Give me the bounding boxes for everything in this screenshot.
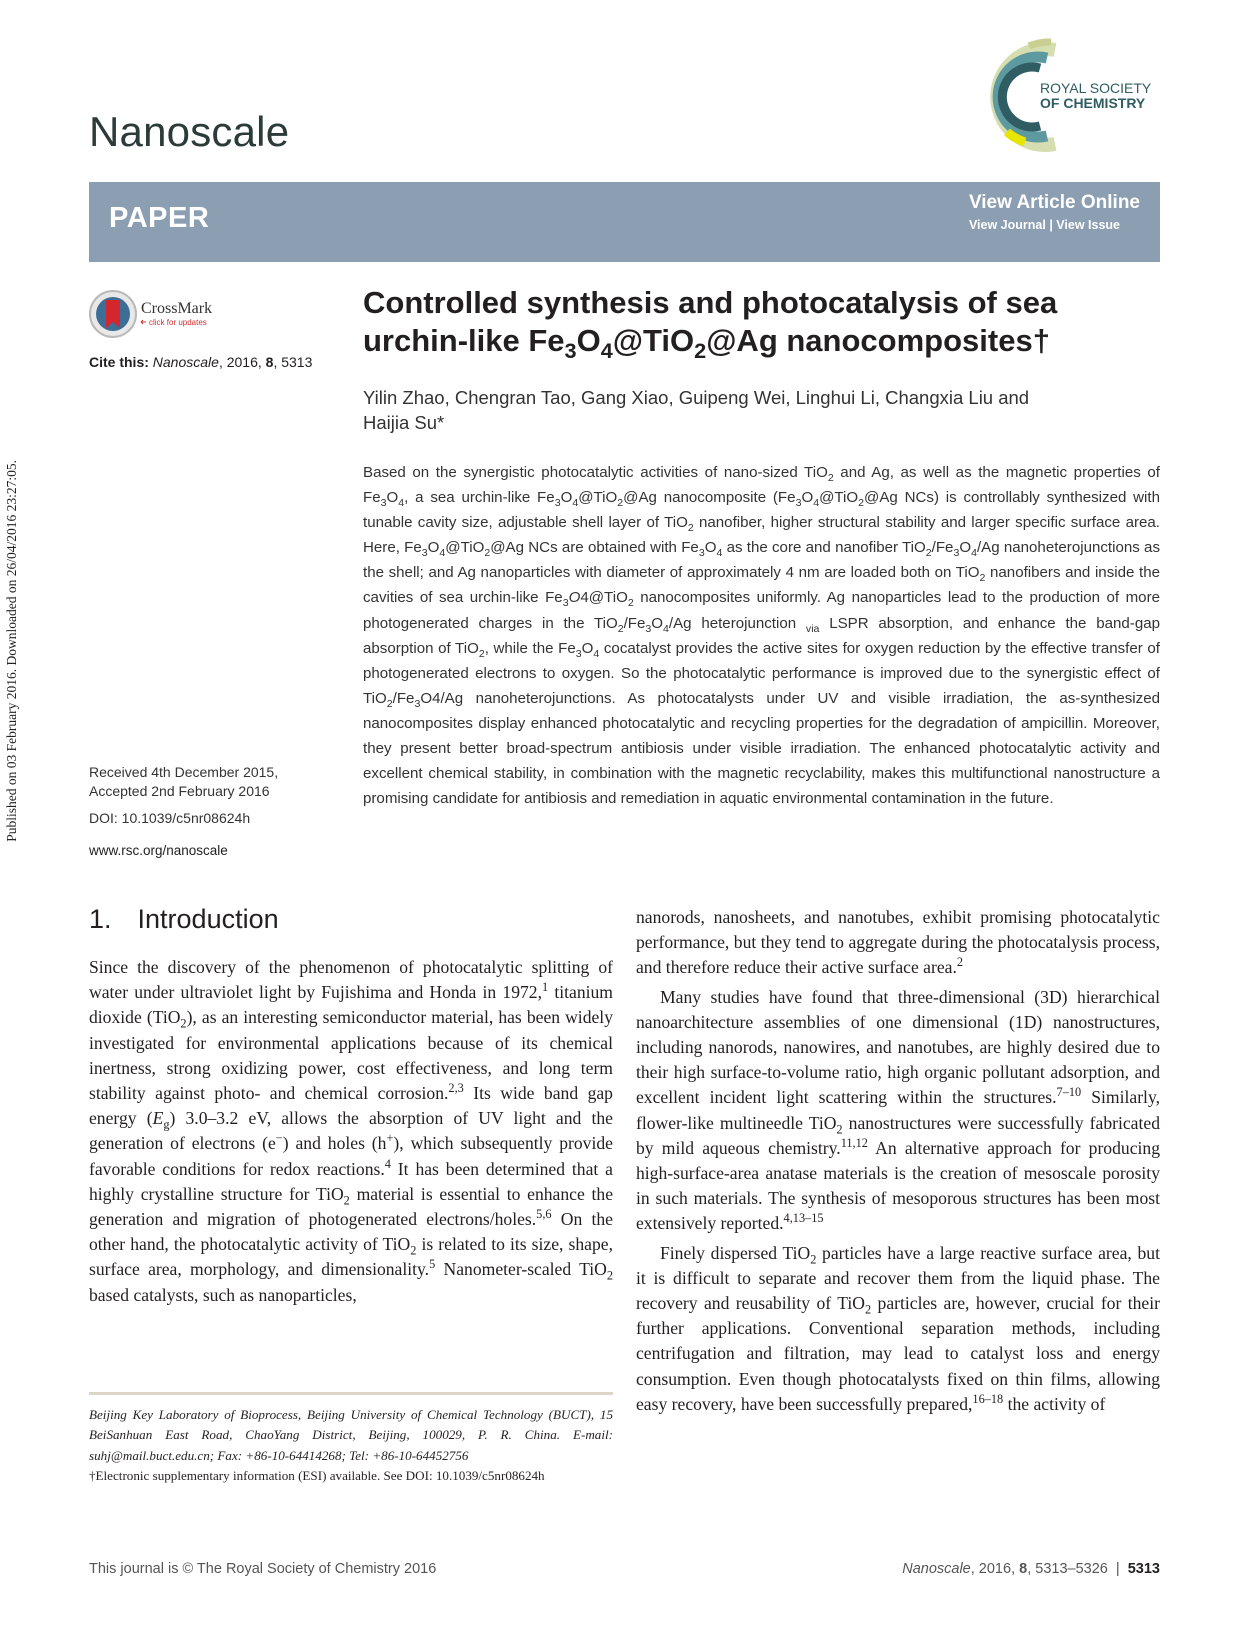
crossmark-sub: click for updates bbox=[149, 318, 207, 327]
article-links bbox=[969, 192, 1140, 232]
journal-url[interactable]: www.rsc.org/nanoscale bbox=[89, 843, 228, 858]
author-list: Yilin Zhao, Chengran Tao, Gang Xiao, Guipeng Wei, Linghui Li, Changxia Liu and Haijia Su* bbox=[363, 387, 1030, 433]
footnotes bbox=[89, 1405, 613, 1487]
abstract: Based on the synergistic photocatalytic activities of nano-sized TiO$_2$ and Ag, as well as the magnetic properties of $Fe_3O_4$, a sea urchin-like $Fe_3O_4@TiO_2@Ag$ nanocomposite ($Fe_3O_4@TiO_2@Ag$ NCs) is controllably synthesized with tunable cavity size, adjustable shell layer of TiO$_2$ nanofiber, higher structural stability and larger specific surface area. Here, $Fe_3O_4@TiO_2@Ag$ NCs are obtained with $Fe_3O_4$ as the core and nanofiber $TiO_2/Fe_3O_4/Ag$ nanoheterojunctions as the shell; and Ag nanoparticles with diameter of approximately 4 nm are loaded both on TiO$_2$ nanofibers and inside the cavities of sea urchin-like $Fe_3O4@TiO_2$ nanocomposites uniformly. Ag nanoparticles lead to the production of more photogenerated charges in the $TiO_2/Fe_3O_4/Ag$ heterojunction $_{via}$ LSPR absorption, and enhance the band-gap absorption of TiO$_2$, while the $Fe_3O_4$ cocatalyst provides the active sites for oxygen reduction by the effective transfer of photogenerated electrons to oxygen. So the photocatalytic performance is improved due to the synergistic effect of $TiO_2/Fe_3O4/Ag$ nanoheterojunctions. As photocatalysts under UV and visible irradiation, the as-synthesized nanocomposites display enhanced photocatalytic and recycling properties for the degradation of ampicillin. Moreover, they present better broad-spectrum antibiosis under visible irradiation. The enhanced photocatalytic activity and excellent chemical stability, in combination with the magnetic recyclability, makes this multifunctional nanostructure a promising candidate for antibiosis and remediation in aquatic environmental contamination in the future. bbox=[363, 464, 1161, 808]
crossmark-badge[interactable] bbox=[89, 288, 239, 340]
esi-dagger: † bbox=[1032, 323, 1050, 358]
page-number: 5313 bbox=[1127, 1561, 1160, 1577]
body-column-left bbox=[89, 955, 613, 1308]
rsc-logo-line2: OF CHEMISTRY bbox=[1040, 95, 1146, 111]
section-heading-introduction: 1. Introduction bbox=[89, 904, 279, 934]
cite-journal: Nanoscale bbox=[152, 354, 219, 370]
doi[interactable]: DOI: 10.1039/c5nr08624h bbox=[89, 810, 251, 826]
body-column-right bbox=[636, 905, 1160, 1417]
received-dates: Received 4th December 2015, Accepted 2nd February 2016 bbox=[89, 764, 279, 799]
view-journal-link[interactable]: View Journal bbox=[968, 218, 1046, 232]
copyright-footer: This journal is © The Royal Society of Chemistry 2016 bbox=[89, 1561, 437, 1577]
rsc-logo-line1: ROYAL SOCIETY bbox=[1040, 80, 1152, 96]
body-paragraph: Many studies have found that three-dimensional (3D) hierarchical nanoarchitecture assemblies of one dimensional (1D) nanostructures, including nanorods, nanowires, and nanotubes, are highly desired due to their high surface-to-volume ratio, high organic pollutant adsorption, and excellent incident light scattering within the structures.$^{7-10}$ Similarly, flower-like multineedle TiO$_2$ nanostructures were successfully fabricated by mild aqueous chemistry.$^{11,12}$ An alternative approach for producing high-surface-area anatase materials is the creation of mesoscale porosity in such materials. The synthesis of mesoporous structures has been most extensively reported.$^{4,13-15}$ bbox=[636, 986, 1160, 1234]
body-paragraph: Finely dispersed TiO$_2$ particles have a large reactive surface area, but it is difficult to separate and recover them from the liquid phase. The recovery and reusability of TiO$_2$ particles are, however, crucial for their further applications. Conventional separation methods, including centrifugation and filtration, may lead to catalyst loss and energy consumption. Even though photocatalysts fixed on thin films, allowing easy recovery, have been successfully prepared,$^{16-18}$ the activity of bbox=[636, 1242, 1160, 1414]
article-title: Controlled synthesis and photocatalysis of sea urchin-like $Fe_3O_4@TiO_2@Ag$ nanocomposites† bbox=[363, 285, 1058, 364]
rsc-logo-icon bbox=[985, 38, 1175, 154]
article-type-banner bbox=[89, 182, 1160, 262]
view-issue-link[interactable]: View Issue bbox=[1056, 218, 1120, 232]
cite-label: Cite this: bbox=[89, 354, 149, 370]
crossmark-label: CrossMark bbox=[141, 300, 213, 317]
download-note: Published on 03 February 2016. Downloaded on 26/04/2016 23:27:05. bbox=[4, 460, 19, 842]
article-type: PAPER bbox=[109, 202, 210, 234]
affiliation-footnote: Beijing Key Laboratory of Bioprocess, Beijing University of Chemical Technology (BUCT), 15 BeiSanhuan East Road, ChaoYang District, Beijing, 100029, P. R. China. E-mail: suhj@mail.buct.edu.cn; Fax: +86-10-64414268; Tel: +86-10-64452756 bbox=[89, 1407, 613, 1463]
citation: Cite this: Nanoscale, 2016, 8, 5313 bbox=[89, 354, 313, 370]
view-article-online-link[interactable]: View Article Online bbox=[968, 192, 1140, 213]
esi-footnote: †Electronic supplementary information (ESI) available. See DOI: 10.1039/c5nr08624h bbox=[89, 1468, 545, 1484]
journal-name: Nanoscale bbox=[89, 108, 290, 155]
body-paragraph: Since the discovery of the phenomenon of photocatalytic splitting of water under ultraviolet light by Fujishima and Honda in 1972,$^1$ titanium dioxide (TiO$_2$), as an interesting semiconductor material, has been widely investigated for environmental applications because of its chemical inertness, strong oxidizing power, cost effectiveness, and long term stability against photo- and chemical corrosion.$^{2,3}$ Its wide band gap energy $(E_g)$ 3.0–3.2 eV, allows the absorption of UV light and the generation of electrons (e−) and holes (h+), which subsequently provide favorable conditions for redox reactions.$^4$ It has been determined that a highly crystalline structure for TiO$_2$ material is essential to enhance the generation and migration of photogenerated electrons/holes.$^{5,6}$ On the other hand, the photocatalytic activity of TiO$_2$ is related to its size, shape, surface area, morphology, and dimensionality.$^5$ Nanometer-scaled TiO$_2$ based catalysts, such as nanoparticles, bbox=[89, 957, 614, 1305]
rsc-logo[interactable] bbox=[985, 38, 1175, 154]
crossmark-icon bbox=[89, 288, 239, 340]
page-footer: Nanoscale, 2016, 8, 5313–5326 | 5313 bbox=[902, 1561, 1160, 1577]
body-paragraph: nanorods, nanosheets, and nanotubes, exhibit promising photocatalytic performance, but they tend to aggregate during the photocatalysis process, and therefore reduce their active surface area.$^2$ bbox=[636, 907, 1160, 978]
link-separator: | bbox=[1049, 218, 1053, 232]
footnote-rule bbox=[89, 1392, 613, 1395]
